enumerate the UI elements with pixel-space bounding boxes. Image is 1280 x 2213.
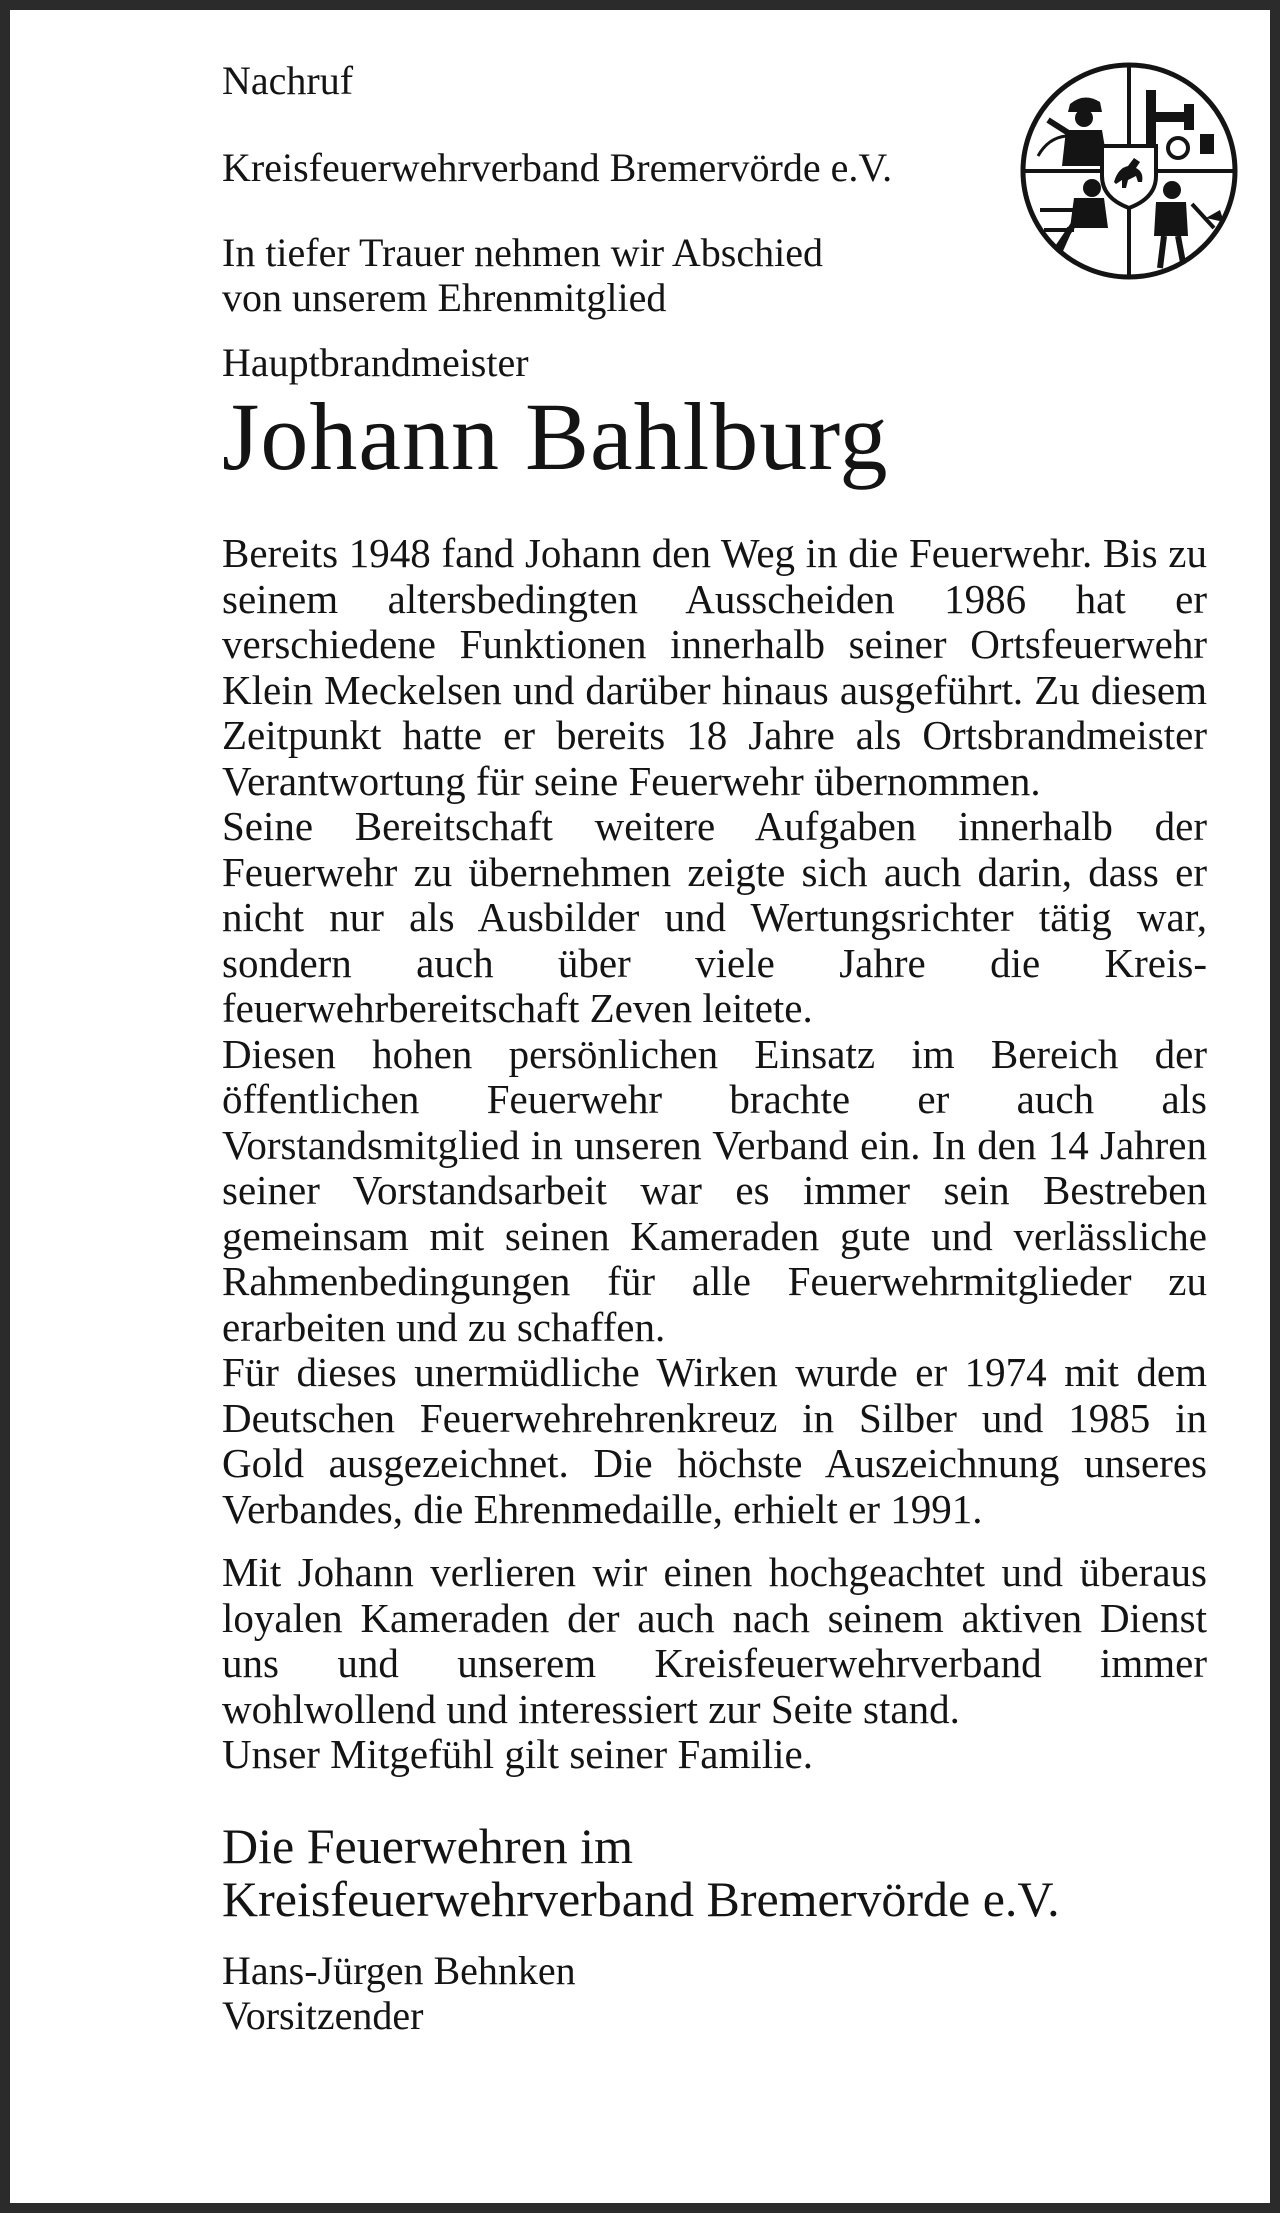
signature-org-line-2: Kreisfeuerwehrverband Bremervörde e.V.	[222, 1870, 1060, 1927]
fire-brigade-emblem-icon	[1018, 60, 1240, 282]
signature-org-line-1: Die Feuerwehren im	[222, 1817, 633, 1874]
body-paragraph-honors: Für dieses unermüdliche Wirken wurde er 1974 mit dem Deutschen Feuerwehrehrenkreuz in Silber und 1985 in Gold ausgezeichnet. Die höchste Auszeichnung unseres Verbandes, die Ehrenmedaille, erhielt er 1991.	[222, 1349, 1207, 1532]
sympathy-line: Unser Mitgefühl gilt seiner Familie.	[222, 1731, 813, 1777]
signature-person	[222, 1948, 1207, 2038]
signature-organization	[222, 1817, 1207, 1927]
organization-name: Kreisfeuerwehrverband Bremervörde e.V.	[222, 145, 893, 190]
deceased-rank: Hauptbrandmeister	[222, 340, 529, 385]
signatory-title: Vorsitzender	[222, 1992, 424, 2038]
signatory-name: Hans-Jürgen Behnken	[222, 1947, 576, 1993]
mourning-line-1: In tiefer Trauer nehmen wir Abschied	[222, 230, 823, 275]
body-paragraph-farewell: Mit Johann verlieren wir einen hochgeachtet und überaus loyalen Kameraden der auch nach seinem aktiven Dienst uns und unserem Kreisfeuerwehrverband immer wohlwollend und interessiert zur Seite stand.	[222, 1549, 1207, 1732]
mourning-statement	[222, 230, 1012, 320]
body-paragraph-readiness: Seine Bereitschaft weitere Aufgaben innerhalb der Feuerwehr zu übernehmen zeigte sich auch darin, dass er nicht nur als Ausbilder und Wertungsrichter tätig war, sondern auch über viele Jahre die Kreisfeuerwehrbereitschaft Zeven leitete.	[222, 803, 1207, 1031]
deceased-name: Johann Bahlburg	[222, 383, 889, 490]
body-paragraph-career: Bereits 1948 fand Johann den Weg in die Feuerwehr. Bis zu seinem altersbedingten Ausscheiden 1986 hat er verschiedene Funktionen innerhalb seiner Ortsfeuerwehr Klein Meckelsen und darüber hinaus ausgeführt. Zu diesem Zeitpunkt hatte er bereits 18 Jahre als Ortsbrandmeister Verantwortung für seine Feuerwehr übernommen.	[222, 530, 1207, 804]
obituary-body	[222, 531, 1207, 1778]
notice-label: Nachruf	[222, 58, 354, 103]
obituary-content	[222, 50, 1207, 2038]
body-paragraph-board: Diesen hohen persönlichen Einsatz im Bereich der öffentlichen Feuerwehr brachte er auch als Vorstandsmitglied in unseren Verband ein. In den 14 Jahren seiner Vorstandsarbeit war es immer sein Bestreben gemeinsam mit seinen Kameraden gute und verlässliche Rahmenbedingungen für alle Feuerwehrmitglieder zu erarbeiten und zu schaffen.	[222, 1030, 1207, 1350]
mourning-line-2: von unserem Ehrenmitglied	[222, 275, 667, 320]
